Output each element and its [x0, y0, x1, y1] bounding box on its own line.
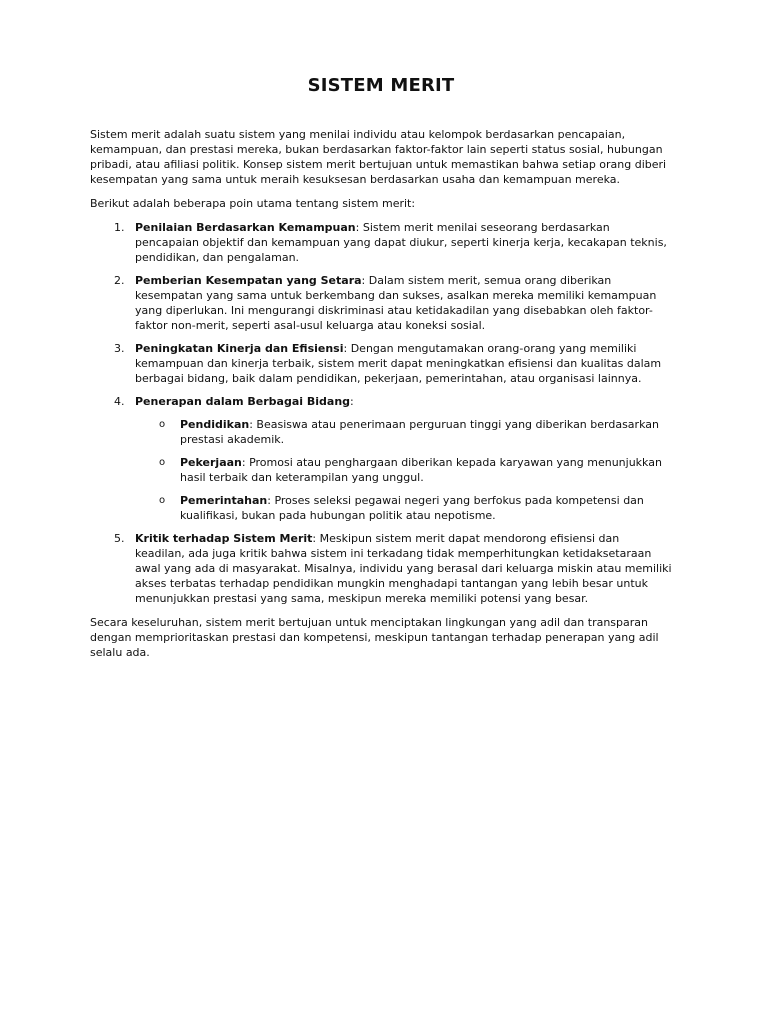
sub-point-term: Pekerjaan: [180, 456, 242, 469]
list-number: 1.: [114, 221, 125, 234]
point-term: Kritik terhadap Sistem Merit: [135, 532, 313, 545]
sub-point-term: Pendidikan: [180, 418, 250, 431]
sub-point-text: : Promosi atau penghargaan diberikan kepada karyawan yang menunjukkan hasil terbaik dan keterampilan yang unggul.: [180, 456, 662, 484]
list-number: 2.: [114, 274, 125, 287]
bullet-glyph: o: [159, 457, 166, 468]
list-item: [90, 531, 672, 606]
point-term: Penerapan dalam Berbagai Bidang: [135, 395, 351, 408]
point-text: : Meskipun sistem merit dapat mendorong efisiensi dan keadilan, ada juga kritik bahwa sistem ini terkadang tidak memperhitungkan ketidaksetaraan awal yang ada di masyarakat. Misalnya, individu yang berasal dari keluarga miskin atau memiliki akses terbatas terhadap pendidikan mungkin menghadapi tantangan yang lebih besar untuk menunjukkan prestasi yang sama, meskipun mereka memiliki potensi yang besar.: [135, 532, 672, 605]
main-points-list: [90, 220, 672, 606]
intro-paragraph: Sistem merit adalah suatu sistem yang menilai individu atau kelompok berdasarkan pencapaian, kemampuan, dan prestasi mereka, bukan berdasarkan faktor-faktor lain seperti status sosial, hubungan pribadi, atau afiliasi politik. Konsep sistem merit bertujuan untuk memastikan bahwa setiap orang diberi kesempatan yang sama untuk meraih kesuksesan berdasarkan usaha dan kemampuan mereka.: [90, 128, 667, 186]
sub-point-text: : Beasiswa atau penerimaan perguruan tinggi yang diberikan berdasarkan prestasi akademik.: [180, 418, 659, 446]
sub-list-item: [135, 493, 672, 523]
document-title: SISTEM MERIT: [307, 75, 455, 96]
list-item: [90, 220, 672, 265]
bullet-glyph: o: [159, 419, 166, 430]
sub-point-term: Pemerintahan: [180, 494, 268, 507]
point-text: : Sistem merit menilai seseorang berdasarkan pencapaian objektif dan kemampuan yang dapat diukur, seperti kinerja kerja, kecakapan teknis, pendidikan, dan pengalaman.: [135, 221, 667, 264]
point-term: Pemberian Kesempatan yang Setara: [135, 274, 362, 287]
point-text: : Dengan mengutamakan orang-orang yang memiliki kemampuan dan kinerja terbaik, sistem merit dapat meningkatkan efisiensi dan kualitas dalam berbagai bidang, baik dalam pendidikan, pekerjaan, pemerintahan, atau organisasi lainnya.: [135, 342, 662, 385]
point-text: :: [350, 395, 354, 408]
bullet-glyph: o: [159, 495, 166, 506]
list-item: [90, 273, 672, 333]
point-text: : Dalam sistem merit, semua orang diberikan kesempatan yang sama untuk berkembang dan sukses, asalkan mereka memiliki kemampuan yang diperlukan. Ini mengurangi diskriminasi atau ketidakadilan yang disebabkan oleh faktor-faktor non-merit, seperti asal-usul keluarga atau koneksi sosial.: [135, 274, 657, 332]
conclusion-paragraph: Secara keseluruhan, sistem merit bertujuan untuk menciptakan lingkungan yang adil dan transparan dengan memprioritaskan prestasi dan kompetensi, meskipun tantangan terhadap penerapan yang adil selalu ada.: [90, 616, 659, 659]
list-item: [90, 341, 672, 386]
list-number: 5.: [114, 532, 125, 545]
lead-paragraph: Berikut adalah beberapa poin utama tentang sistem merit:: [90, 197, 416, 210]
sub-point-text: : Proses seleksi pegawai negeri yang berfokus pada kompetensi dan kualifikasi, bukan pada hubungan politik atau nepotisme.: [180, 494, 644, 522]
point-term: Penilaian Berdasarkan Kemampuan: [135, 221, 356, 234]
list-number: 4.: [114, 395, 125, 408]
sub-points-list: [135, 417, 672, 523]
list-number: 3.: [114, 342, 125, 355]
document-page: [90, 74, 672, 669]
point-term: Peningkatan Kinerja dan Efisiensi: [135, 342, 344, 355]
list-item: [90, 394, 672, 523]
sub-list-item: [135, 417, 672, 447]
sub-list-item: [135, 455, 672, 485]
